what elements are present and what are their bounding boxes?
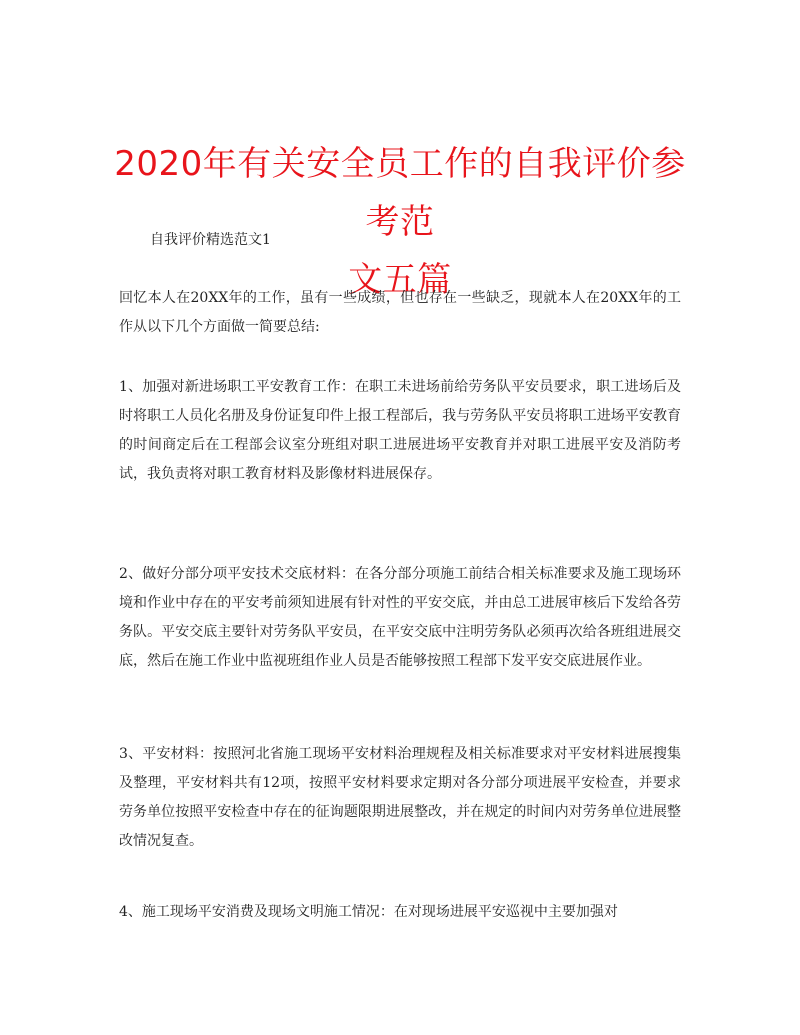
paragraph-item-2: 2、做好分部分项平安技术交底材料：在各分部分项施工前结合相关标准要求及施工现场环境和作业中存在的平安考前须知进展有针对性的平安交底，并由总工进展审核后下发给各劳务队。平安交底主要针对劳务队平安员，在平安交底中注明劳务队必须再次给各班组进展交底，然后在施工作业中监视班组作业人员是否能够按照工程部下发平安交底进展作业。 <box>119 566 681 669</box>
paragraph-item-1: 1、加强对新进场职工平安教育工作：在职工未进场前给劳务队平安员要求，职工进场后及时将职工人员化名册及身份证复印件上报工程部后，我与劳务队平安员将职工进场平安教育的时间商定后在工程部会议室分班组对职工进展进场平安教育并对职工进展平安及消防考试，我负责将对职工教育材料及影像材料进展保存。 <box>119 379 681 482</box>
section-subheading: 自我评价精选范文1 <box>150 232 271 248</box>
title-line-1: 2020年有关安全员工作的自我评价参考范 <box>114 143 686 242</box>
paragraph-intro: 回忆本人在20XX年的工作，虽有一些成绩，但也存在一些缺乏，现就本人在20XX年的工作从以下几个方面做一简要总结: <box>119 290 681 335</box>
paragraph-item-3: 3、平安材料：按照河北省施工现场平安材料治理规程及相关标准要求对平安材料进展搜集及整理，平安材料共有12项，按照平安材料要求定期对各分部分项进展平安检查，并要求劳务单位按照平安检查中存在的征询题限期进展整改，并在规定的时间内对劳务单位进展整改情况复查。 <box>119 746 681 849</box>
document-title <box>100 135 700 309</box>
paragraph-item-4: 4、施工现场平安消费及现场文明施工情况：在对现场进展平安巡视中主要加强对 <box>119 904 618 920</box>
title-line-2: 文五篇 <box>348 259 452 300</box>
